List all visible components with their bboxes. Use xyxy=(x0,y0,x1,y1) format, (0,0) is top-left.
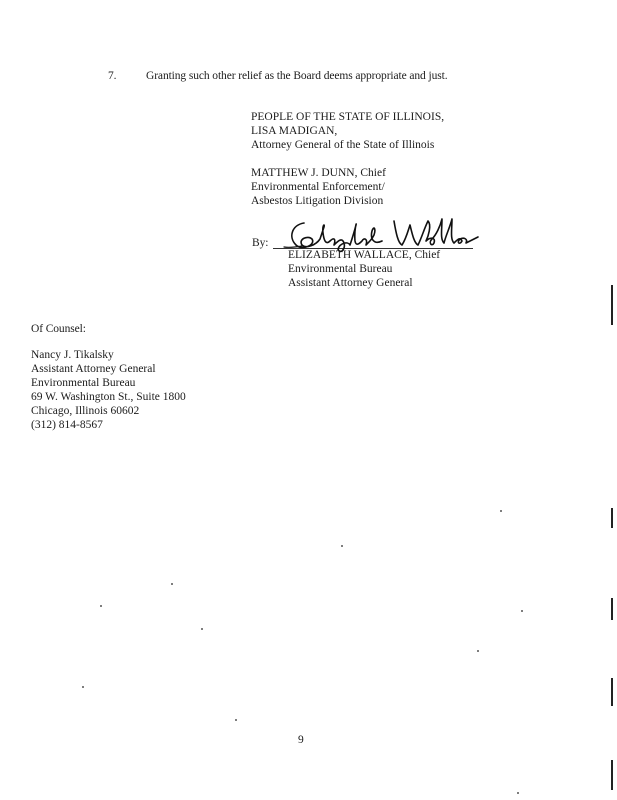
scan-speck xyxy=(82,686,84,688)
relief-item-text: Granting such other relief as the Board deems appropriate and just. xyxy=(146,70,448,82)
counsel-name: Nancy J. Tikalsky xyxy=(31,349,114,361)
counsel-bureau: Environmental Bureau xyxy=(31,377,136,389)
scan-speck xyxy=(235,719,237,721)
scan-speck xyxy=(201,628,203,630)
division-chief-name: MATTHEW J. DUNN, Chief xyxy=(251,167,386,179)
signer-title: Assistant Attorney General xyxy=(288,277,413,289)
scan-speck xyxy=(171,583,173,585)
by-label: By: xyxy=(252,237,269,249)
relief-item-number: 7. xyxy=(108,70,117,82)
scan-speck xyxy=(521,610,523,612)
division-name-line-2: Asbestos Litigation Division xyxy=(251,195,384,207)
scan-artifact-mark xyxy=(611,598,613,620)
scan-speck xyxy=(517,792,519,794)
scan-artifact-mark xyxy=(611,760,613,790)
counsel-phone: (312) 814-8567 xyxy=(31,419,103,431)
of-counsel-heading: Of Counsel: xyxy=(31,323,86,335)
attorney-general-name: LISA MADIGAN, xyxy=(251,125,338,137)
division-name-line-1: Environmental Enforcement/ xyxy=(251,181,385,193)
scan-speck xyxy=(100,605,102,607)
page-number: 9 xyxy=(298,734,304,746)
signer-name: ELIZABETH WALLACE, Chief xyxy=(288,249,441,261)
scan-speck xyxy=(341,545,343,547)
counsel-city-zip: Chicago, Illinois 60602 xyxy=(31,405,140,417)
scan-artifact-mark xyxy=(611,508,613,528)
party-name: PEOPLE OF THE STATE OF ILLINOIS, xyxy=(251,111,445,123)
signer-bureau: Environmental Bureau xyxy=(288,263,393,275)
scan-artifact-mark xyxy=(611,285,613,325)
counsel-street-address: 69 W. Washington St., Suite 1800 xyxy=(31,391,186,403)
counsel-title: Assistant Attorney General xyxy=(31,363,156,375)
scan-speck xyxy=(500,510,502,512)
scan-speck xyxy=(477,650,479,652)
attorney-general-title: Attorney General of the State of Illinois xyxy=(251,139,435,151)
scan-artifact-mark xyxy=(611,678,613,706)
